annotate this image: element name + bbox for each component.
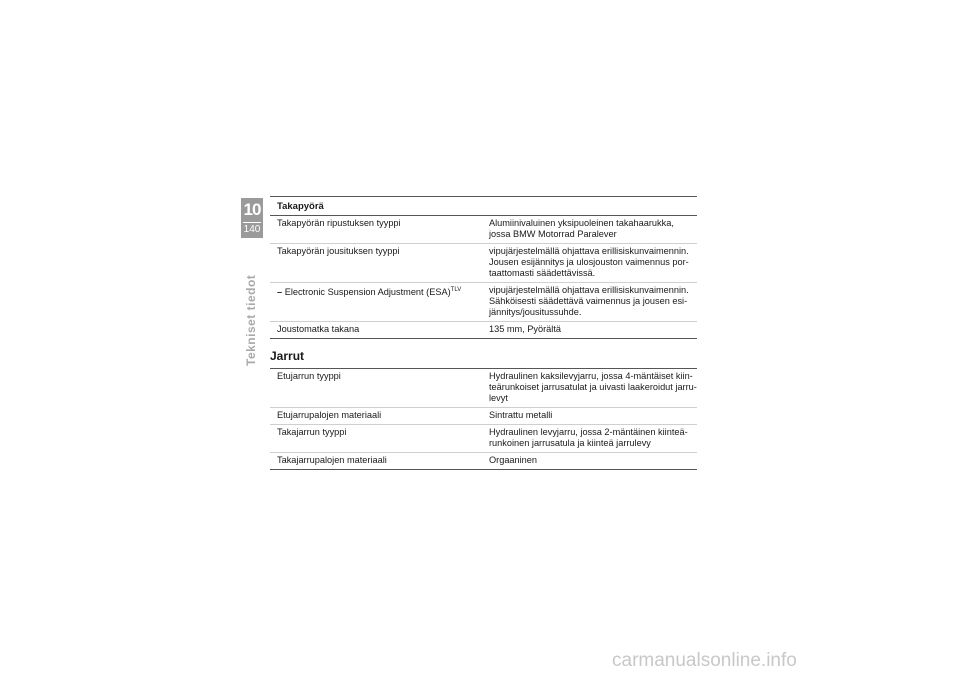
tlv-superscript: TLV <box>450 287 462 293</box>
page-number: 140 <box>243 224 261 235</box>
chapter-number: 10 <box>243 200 261 219</box>
row-label: Joustomatka takana <box>277 324 360 334</box>
brakes-section-title: Jarrut <box>270 339 697 369</box>
table-row <box>270 216 697 244</box>
row-value: Hydraulinen kaksilevyjarru, jossa 4-mäntäiset kiin-teärunkoiset jarrusatulat ja uivasti laakeroidut jarru-levyt <box>489 371 697 403</box>
table-row <box>270 283 697 322</box>
list-dash: – <box>277 287 283 298</box>
table-row <box>270 425 697 453</box>
row-label: Takapyörän jousituksen tyyppi <box>277 246 400 256</box>
row-value: Hydraulinen levyjarru, jossa 2-mäntäinen kiinteä-runkoinen jarrusatula ja kiinteä jarrulevy <box>489 427 688 448</box>
table-row <box>270 244 697 283</box>
table-row <box>270 453 697 470</box>
table-row <box>270 369 697 408</box>
row-value: Sintrattu metalli <box>489 410 553 420</box>
row-label: Etujarrun tyyppi <box>277 371 341 381</box>
row-label: Takapyörän ripustuksen tyyppi <box>277 218 401 228</box>
row-value: Alumiinivaluinen yksipuoleinen takahaarukka, jossa BMW Motorrad Paralever <box>489 218 674 239</box>
spec-content <box>270 196 697 470</box>
row-label: Takajarrupalojen materiaali <box>277 455 387 465</box>
row-value: Orgaaninen <box>489 455 538 465</box>
watermark: carmanualsonline.info <box>612 650 797 671</box>
row-value: vipujärjestelmällä ohjattava erillisiskunvaimennin. Jousen esijännitys ja ulosjouston vaimennus por-taattomasti säädettävissä. <box>489 246 689 278</box>
row-label: Takajarrun tyyppi <box>277 427 347 437</box>
rear-wheel-table-title: Takapyörä <box>270 196 697 216</box>
row-label: Etujarrupalojen materiaali <box>277 410 382 420</box>
table-row <box>270 408 697 425</box>
esa-label: Electronic Suspension Adjustment (ESA) <box>284 287 451 298</box>
chapter-side-title: Tekniset tiedot <box>244 274 258 366</box>
row-value: 135 mm, Pyörältä <box>489 324 561 334</box>
chapter-tab <box>241 198 263 238</box>
row-value: vipujärjestelmällä ohjattava erillisiskunvaimennin. Sähköisesti säädettävä vaimennus ja jousen esi-jännitys/jousitussuhde. <box>489 285 689 317</box>
table-row <box>270 322 697 339</box>
row-label-esa <box>270 283 489 321</box>
